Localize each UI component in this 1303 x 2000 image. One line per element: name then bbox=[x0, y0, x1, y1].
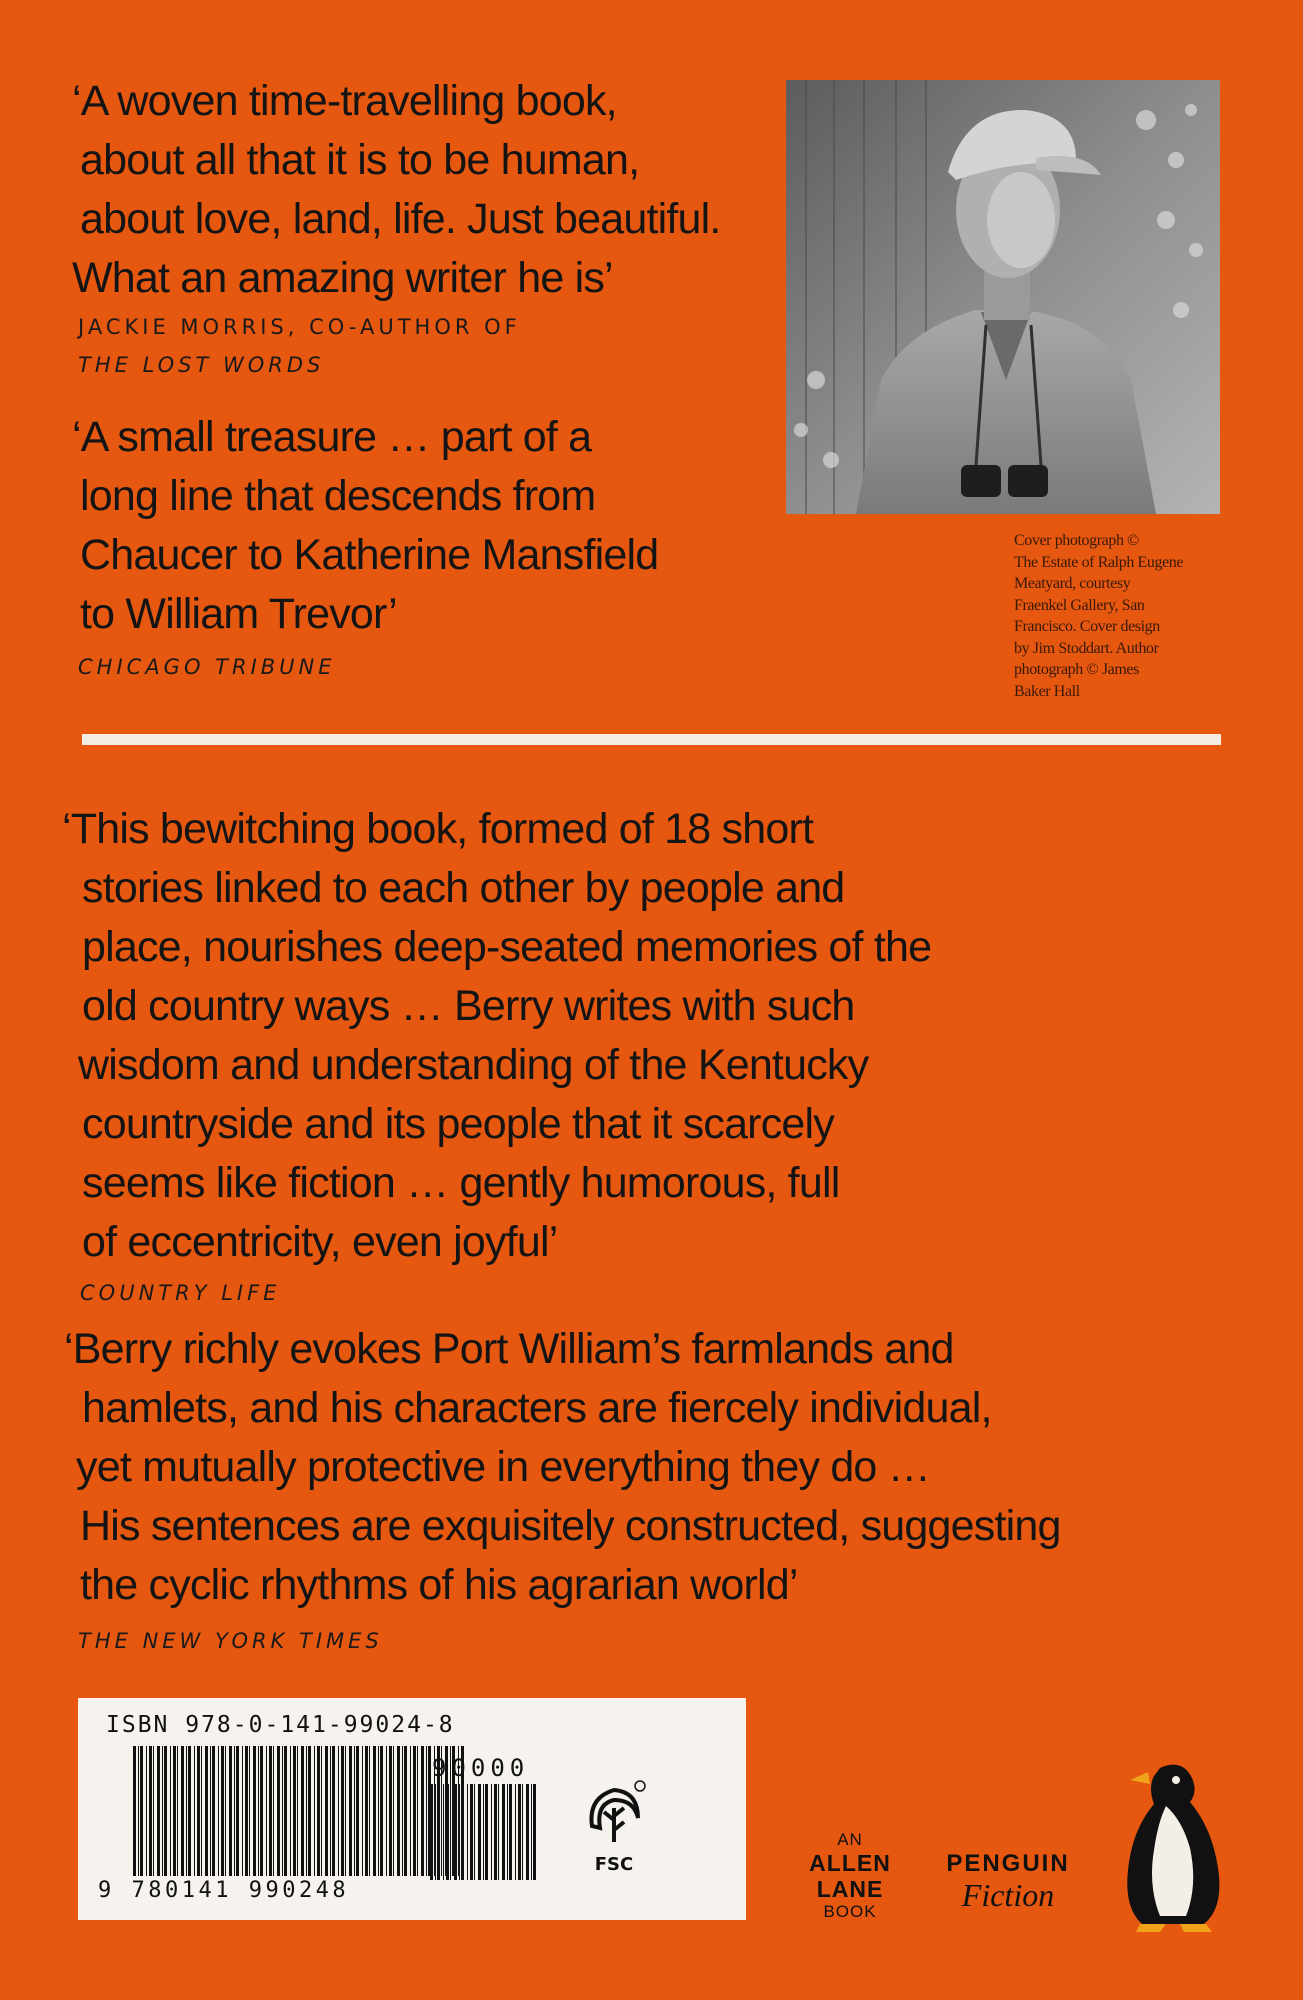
attribution-line: THE NEW YORK TIMES bbox=[78, 1629, 383, 1653]
barcode-bar bbox=[410, 1746, 411, 1876]
barcode-bar bbox=[437, 1784, 440, 1880]
barcode-bar bbox=[212, 1746, 215, 1876]
barcode-bar bbox=[483, 1784, 484, 1880]
barcode-bar bbox=[269, 1746, 272, 1876]
barcode-bar bbox=[474, 1784, 475, 1880]
attribution-line: JACKIE MORRIS, CO-AUTHOR OF bbox=[78, 315, 521, 339]
barcode-bar bbox=[258, 1746, 259, 1876]
barcode-bar bbox=[253, 1746, 256, 1876]
barcode-bar bbox=[308, 1746, 311, 1876]
barcode-bar bbox=[345, 1746, 346, 1876]
barcode-bar bbox=[221, 1746, 224, 1876]
barcode-panel bbox=[78, 1698, 746, 1920]
barcode-bar bbox=[332, 1746, 335, 1876]
credit-line: Baker Hall bbox=[1014, 682, 1080, 700]
barcode-bar bbox=[459, 1784, 460, 1880]
barcode-bar bbox=[478, 1784, 481, 1880]
barcode-bar bbox=[393, 1746, 394, 1876]
barcode-bar bbox=[153, 1746, 154, 1876]
quote-line: of eccentricity, even joyful’ bbox=[82, 1218, 558, 1266]
barcode-bar bbox=[321, 1746, 322, 1876]
credit-line: Fraenkel Gallery, San bbox=[1014, 596, 1145, 614]
barcode-bar bbox=[173, 1746, 176, 1876]
barcode-bar bbox=[229, 1746, 232, 1876]
barcode-bar bbox=[402, 1746, 403, 1876]
price-barcode bbox=[430, 1784, 542, 1884]
barcode-bar bbox=[494, 1784, 497, 1880]
barcode-bar bbox=[266, 1746, 267, 1876]
barcode-bar bbox=[177, 1746, 178, 1876]
barcode-bar bbox=[282, 1746, 283, 1876]
series-penguin: PENGUIN bbox=[946, 1850, 1070, 1877]
barcode-bar bbox=[186, 1746, 187, 1876]
quote-line: yet mutually protective in everything they do … bbox=[76, 1443, 930, 1491]
barcode-bar bbox=[386, 1746, 387, 1876]
barcode-bar bbox=[397, 1746, 400, 1876]
barcode-bar bbox=[133, 1746, 136, 1876]
barcode-bar bbox=[362, 1746, 363, 1876]
allen-lane-logo bbox=[790, 1830, 910, 1922]
barcode-bar bbox=[341, 1746, 344, 1876]
quote-line: ‘A woven time-travelling book, bbox=[72, 77, 617, 125]
barcode-bar bbox=[518, 1784, 521, 1880]
barcode-bar bbox=[365, 1746, 368, 1876]
barcode-bar bbox=[293, 1746, 296, 1876]
barcode-bar bbox=[450, 1784, 451, 1880]
barcode-bar bbox=[164, 1746, 167, 1876]
attribution-line: COUNTRY LIFE bbox=[80, 1281, 281, 1305]
barcode-bar bbox=[301, 1746, 304, 1876]
author-photo-image bbox=[786, 80, 1220, 514]
barcode-bar bbox=[317, 1746, 320, 1876]
barcode-bar bbox=[507, 1784, 508, 1880]
section-divider bbox=[82, 734, 1221, 745]
series-fiction: Fiction bbox=[961, 1877, 1055, 1913]
barcode-bar bbox=[306, 1746, 307, 1876]
barcode-bar bbox=[380, 1746, 383, 1876]
quote-line: wisdom and understanding of the Kentucky bbox=[78, 1041, 869, 1089]
barcode-bar bbox=[197, 1746, 200, 1876]
quote-line: stories linked to each other by people and bbox=[82, 864, 845, 912]
barcode-bar bbox=[157, 1746, 160, 1876]
credit-line: Meatyard, courtesy bbox=[1014, 575, 1131, 592]
quote-3-attribution bbox=[80, 1274, 280, 1312]
barcode-bar bbox=[194, 1746, 195, 1876]
quote-2 bbox=[72, 408, 658, 644]
quote-line: countryside and its people that it scarcely bbox=[82, 1100, 834, 1148]
barcode-bar bbox=[378, 1746, 379, 1876]
barcode-bar bbox=[417, 1746, 418, 1876]
barcode-bar bbox=[170, 1746, 171, 1876]
fsc-logo bbox=[578, 1778, 678, 1888]
barcode-bar bbox=[290, 1746, 291, 1876]
barcode-bar bbox=[146, 1746, 147, 1876]
barcode-bar bbox=[188, 1746, 191, 1876]
quote-line: the cyclic rhythms of his agrarian world’ bbox=[80, 1561, 798, 1609]
quote-line: ‘A small treasure … part of a bbox=[72, 413, 592, 461]
credit-line: photograph © James bbox=[1014, 661, 1139, 678]
penguin-fiction-label bbox=[938, 1850, 1078, 1912]
quote-1 bbox=[72, 72, 721, 308]
quote-4 bbox=[62, 1320, 1061, 1615]
barcode-bar bbox=[210, 1746, 211, 1876]
penguin-logo-icon bbox=[1120, 1758, 1228, 1934]
quote-line: about all that it is to be human, bbox=[80, 136, 640, 184]
barcode-bar bbox=[242, 1746, 243, 1876]
quote-line: about love, land, life. Just beautiful. bbox=[80, 195, 721, 243]
barcode-bar bbox=[249, 1746, 250, 1876]
quote-line: long line that descends from bbox=[80, 472, 596, 520]
barcode-bar bbox=[404, 1746, 407, 1876]
barcode-bar bbox=[446, 1784, 449, 1880]
barcode-bar bbox=[426, 1746, 427, 1876]
credit-line: Cover photograph © bbox=[1014, 532, 1139, 549]
quote-1-attribution bbox=[78, 308, 521, 384]
barcode-bar bbox=[277, 1746, 280, 1876]
barcode-bar bbox=[369, 1746, 370, 1876]
barcode-bar bbox=[162, 1746, 163, 1876]
imprint-lane: LANE bbox=[816, 1876, 884, 1902]
barcode-digits: 9 780141 990248 bbox=[98, 1878, 350, 1903]
barcode-bar bbox=[531, 1784, 532, 1880]
barcode-bar bbox=[338, 1746, 339, 1876]
barcode-bar bbox=[502, 1784, 505, 1880]
barcode-bar bbox=[314, 1746, 315, 1876]
barcode-bar bbox=[356, 1746, 359, 1876]
quote-4-attribution bbox=[78, 1622, 383, 1660]
barcode-bar bbox=[284, 1746, 287, 1876]
barcode-bar bbox=[526, 1784, 529, 1880]
barcode-bar bbox=[491, 1784, 492, 1880]
barcode-bar bbox=[467, 1784, 468, 1880]
barcode-bar bbox=[297, 1746, 298, 1876]
barcode-bar bbox=[225, 1746, 226, 1876]
barcode-bar bbox=[461, 1784, 464, 1880]
isbn-label: ISBN 978-0-141-99024-8 bbox=[106, 1712, 455, 1738]
quote-line: hamlets, and his characters are fiercely individual, bbox=[82, 1384, 992, 1432]
imprint-allen: ALLEN bbox=[809, 1850, 891, 1876]
barcode-bar bbox=[515, 1784, 516, 1880]
imprint-book: BOOK bbox=[823, 1902, 877, 1921]
quote-line: What an amazing writer he is’ bbox=[72, 254, 613, 302]
credit-line: Francisco. Cover design bbox=[1014, 618, 1160, 635]
barcode-bar bbox=[470, 1784, 473, 1880]
barcode-bar bbox=[273, 1746, 274, 1876]
barcode-bar bbox=[413, 1746, 416, 1876]
quote-line: His sentences are exquisitely constructed, suggesting bbox=[80, 1502, 1061, 1550]
barcode-bar bbox=[330, 1746, 331, 1876]
barcode-bar bbox=[421, 1746, 424, 1876]
barcode-bar bbox=[218, 1746, 219, 1876]
fsc-tree-icon bbox=[578, 1778, 650, 1854]
barcode-bar bbox=[533, 1784, 536, 1880]
barcode-bar bbox=[522, 1784, 523, 1880]
barcode-bar bbox=[245, 1746, 248, 1876]
barcode-bar bbox=[454, 1784, 457, 1880]
quote-line: old country ways … Berry writes with such bbox=[82, 982, 855, 1030]
barcode-bar bbox=[354, 1746, 355, 1876]
quote-3 bbox=[62, 800, 931, 1272]
price-code: 90000 bbox=[432, 1754, 530, 1782]
quote-line: ‘This bewitching book, formed of 18 short bbox=[62, 805, 814, 853]
barcode-bar bbox=[485, 1784, 488, 1880]
barcode-bar bbox=[236, 1746, 239, 1876]
credit-line: by Jim Stoddart. Author bbox=[1014, 639, 1159, 657]
fsc-label: FSC bbox=[594, 1854, 634, 1875]
barcode-bar bbox=[260, 1746, 263, 1876]
barcode-bar bbox=[443, 1784, 444, 1880]
author-photo bbox=[786, 80, 1220, 514]
barcode-bar bbox=[435, 1784, 436, 1880]
attribution-line: THE LOST WORDS bbox=[78, 353, 325, 377]
barcode-bar bbox=[498, 1784, 499, 1880]
barcode-bar bbox=[373, 1746, 376, 1876]
quote-line: place, nourishes deep-seated memories of the bbox=[82, 923, 932, 971]
barcode-bar bbox=[181, 1746, 184, 1876]
barcode-bar bbox=[349, 1746, 352, 1876]
quote-line: Chaucer to Katherine Mansfield bbox=[80, 531, 659, 579]
barcode-bar bbox=[325, 1746, 328, 1876]
barcode-bar bbox=[234, 1746, 235, 1876]
quote-line: ‘Berry richly evokes Port William’s farmlands and bbox=[64, 1325, 954, 1373]
quote-line: to William Trevor’ bbox=[80, 590, 397, 638]
imprint-an: AN bbox=[837, 1830, 863, 1849]
barcode-bar bbox=[140, 1746, 143, 1876]
barcode-bar bbox=[509, 1784, 512, 1880]
quote-2-attribution bbox=[78, 648, 336, 686]
barcode-bar bbox=[201, 1746, 202, 1876]
isbn-barcode bbox=[133, 1746, 473, 1886]
barcode-bar bbox=[149, 1746, 152, 1876]
attribution-line: CHICAGO TRIBUNE bbox=[78, 655, 336, 679]
barcode-bar bbox=[138, 1746, 139, 1876]
barcode-bar bbox=[389, 1746, 392, 1876]
credit-line: The Estate of Ralph Eugene bbox=[1014, 553, 1184, 571]
barcode-bar bbox=[430, 1784, 433, 1880]
photo-credit bbox=[1014, 530, 1224, 702]
quote-line: seems like fiction … gently humorous, full bbox=[82, 1159, 840, 1207]
barcode-bar bbox=[205, 1746, 208, 1876]
